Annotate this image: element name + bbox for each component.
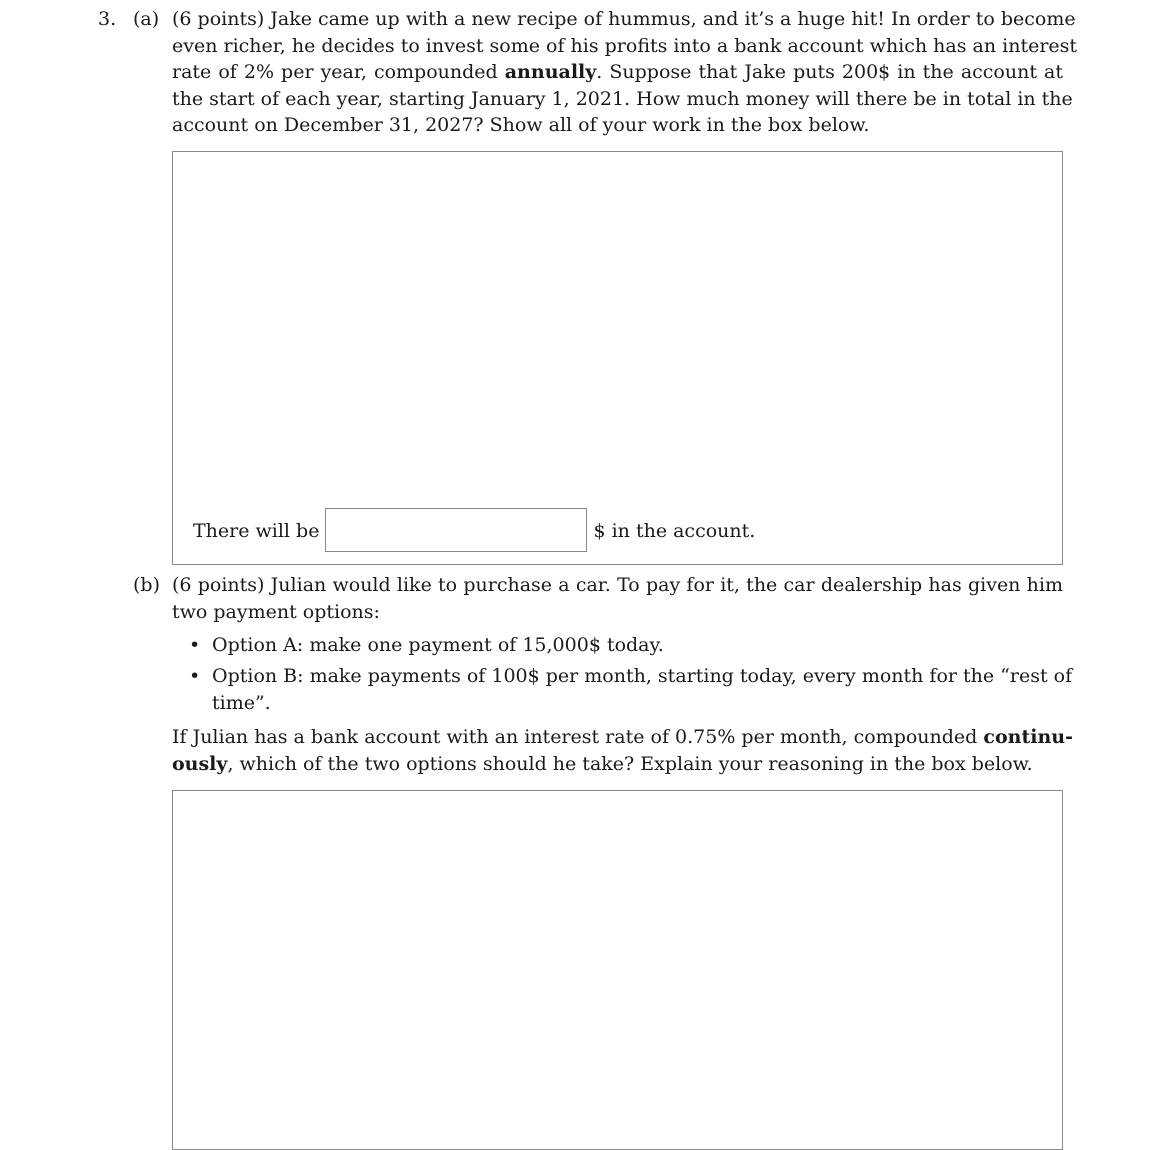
- options-list: [172, 632, 1063, 659]
- bullet-icon: •: [189, 634, 201, 656]
- option-b-line-2: time”.: [212, 691, 271, 714]
- emphasis-annually: annually: [504, 61, 597, 83]
- part-b-closing-line-2: ously, which of the two options should he take? Explain your reasoning in the box below.: [172, 752, 1033, 775]
- option-b-item: [172, 663, 1073, 716]
- option-a-text: Option A: make one payment of 15,000$ today.: [212, 634, 664, 656]
- part-b-label: (b): [133, 574, 160, 596]
- part-a-line-2: even richer, he decides to invest some of his profits into a bank account which has an interest: [172, 34, 1078, 57]
- work-box-b[interactable]: [172, 790, 1063, 1150]
- bullet-icon: •: [189, 665, 201, 687]
- part-a-line-5: account on December 31, 2027? Show all of your work in the box below.: [172, 114, 870, 136]
- emphasis-ously: ously: [172, 752, 228, 775]
- part-b-closing: [172, 724, 1073, 777]
- part-b-intro-line-1: (6 points) Julian would like to purchase a car. To pay for it, the car dealership has given him: [172, 574, 1063, 596]
- work-box-a[interactable]: [172, 151, 1063, 565]
- answer-row: [193, 508, 755, 554]
- part-a-line-4: the start of each year, starting January 1, 2021. How much money will there be in total in the: [172, 87, 1073, 110]
- part-b-intro-line-2: two payment options:: [172, 600, 380, 623]
- answer-suffix: $ in the account.: [593, 520, 756, 542]
- option-a-item: [172, 632, 1063, 659]
- options-list-b: [172, 663, 1073, 716]
- answer-prefix: There will be: [193, 520, 320, 542]
- emphasis-continuously: continu-: [983, 726, 1073, 748]
- part-b-intro: [172, 572, 1063, 625]
- question-number: 3.: [98, 8, 117, 30]
- part-a-line-1: (6 points) Jake came up with a new recipe of hummus, and it’s a huge hit! In order to become: [172, 8, 1076, 30]
- part-a-question-text: [172, 6, 1078, 139]
- part-b-closing-line-1: If Julian has a bank account with an interest rate of 0.75% per month, compounded continu-: [172, 726, 1073, 748]
- part-a-label: (a): [133, 8, 160, 30]
- option-b-line-1: Option B: make payments of 100$ per month, starting today, every month for the “rest of: [212, 665, 1073, 687]
- answer-input[interactable]: [325, 508, 587, 552]
- part-a-line-3: rate of 2% per year, compounded annually. Suppose that Jake puts 200$ in the account at: [172, 61, 1063, 83]
